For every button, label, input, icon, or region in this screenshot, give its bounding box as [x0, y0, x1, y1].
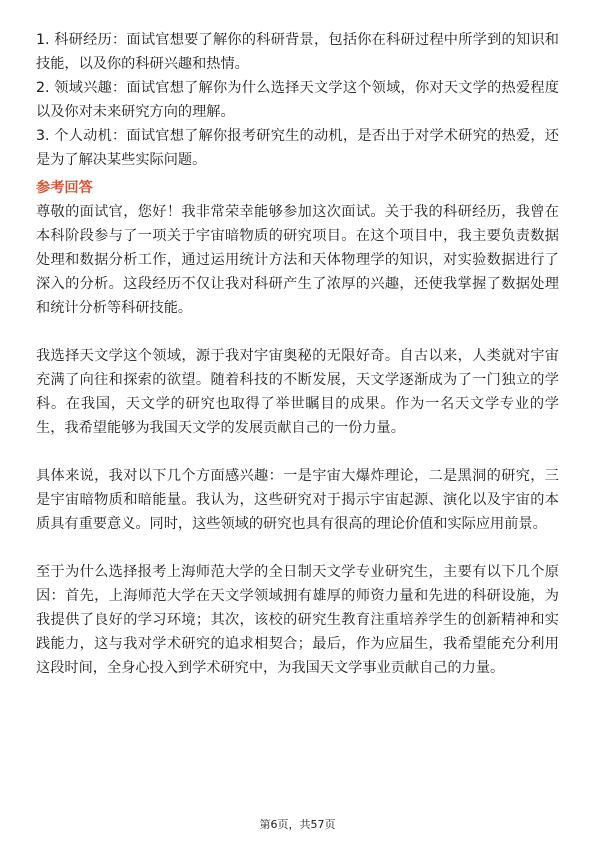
- answer-paragraph-1: 尊敬的面试官，您好！我非常荣幸能够参加这次面试。关于我的科研经历，我曾在本科阶段参与了一项关于宇宙暗物质的研究项目。在这个项目中，我主要负责数据处理和数据分析工作，通过运用统计方法和天体物理学的知识，对实验数据进行了深入的分析。这段经历不仅让我对科研产生了浓厚的兴趣，还使我掌握了数据处理和统计分析等科研技能。: [36, 204, 559, 316]
- page-number-footer: 第6页，共57页: [259, 818, 336, 831]
- answer-paragraph-3: 具体来说，我对以下几个方面感兴趣：一是宇宙大爆炸理论，二是黑洞的研究，三是宇宙暗物质和暗能量。我认为，这些研究对于揭示宇宙起源、演化以及宇宙的本质具有重要意义。同时，这些领域的研究也具有很高的理论价值和实际应用前景。: [36, 468, 559, 532]
- answer-paragraph-2: 我选择天文学这个领域，源于我对宇宙奥秘的无限好奇。自古以来，人类就对宇宙充满了向往和探索的欲望。随着科技的不断发展，天文学逐渐成为了一门独立的学科。在我国，天文学的研究也取得了举世瞩目的成果。作为一名天文学专业的学生，我希望能够为我国天文学的发展贡献自己的一份力量。: [36, 348, 559, 436]
- list-item-personal-motivation: 3. 个人动机：面试官想了解你报考研究生的动机，是否出于对学术研究的热爱，还是为了解决某些实际问题。: [36, 128, 559, 168]
- section-heading-reference-answer: 参考回答: [36, 180, 93, 196]
- list-item-field-interest: 2. 领域兴趣：面试官想了解你为什么选择天文学这个领域，你对天文学的热爱程度以及你对未来研究方向的理解。: [36, 80, 559, 120]
- document-page: [36, 28, 559, 680]
- answer-paragraph-4: 至于为什么选择报考上海师范大学的全日制天文学专业研究生，主要有以下几个原因：首先，上海师范大学在天文学领域拥有雄厚的师资力量和先进的科研设施，为我提供了良好的学习环境；其次，该校的研究生教育注重培养学生的创新精神和实践能力，这与我对学术研究的追求相契合；最后，作为应届生，我希望能充分利用这段时间，全身心投入到学术研究中，为我国天文学事业贡献自己的力量。: [36, 564, 559, 676]
- list-item-research-experience: 1. 科研经历：面试官想要了解你的科研背景，包括你在科研过程中所学到的知识和技能，以及你的科研兴趣和热情。: [36, 32, 559, 72]
